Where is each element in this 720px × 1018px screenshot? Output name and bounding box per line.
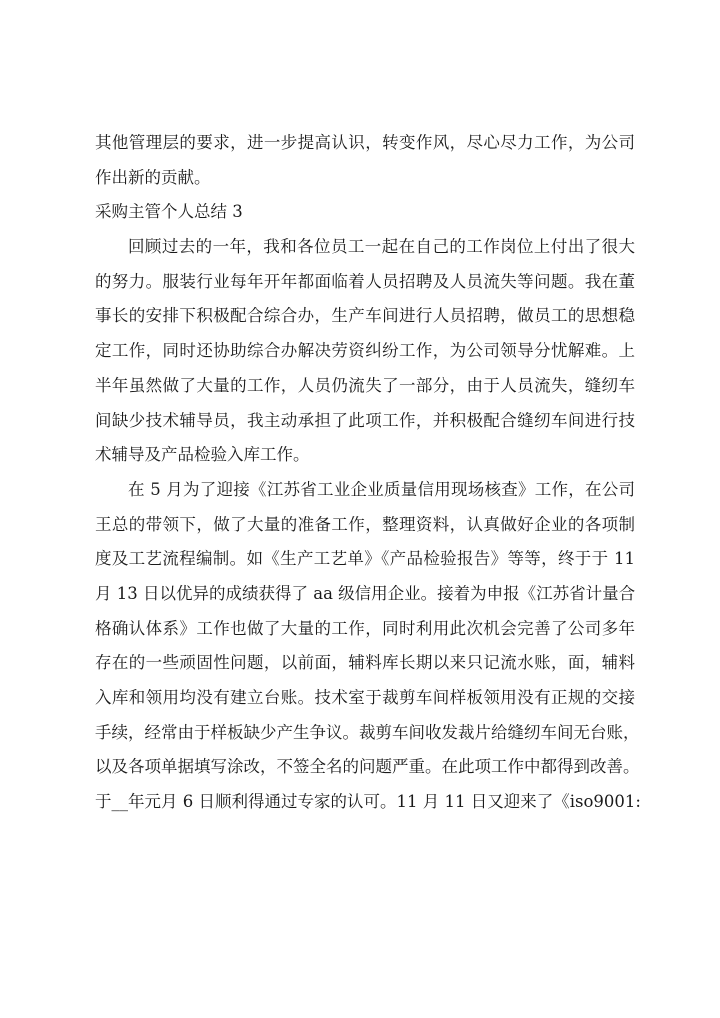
paragraph-line: 存在的一些顽固性问题，以前面，辅料库长期以来只记流水账，面，辅料 [95,653,635,673]
paragraph-line: 半年虽然做了大量的工作，人员仍流失了一部分，由于人员流失，缝纫车 [95,375,635,395]
paragraph-line: 事长的安排下积极配合综合办，生产车间进行人员招聘，做员工的思想稳 [95,306,635,326]
document-body [95,126,641,820]
paragraph-line: 手续，经常由于样板缺少产生争议。裁剪车间收发裁片给缝纫车间无台账， [95,722,640,742]
paragraph-line: 定工作，同时还协助综合办解决劳资纠纷工作，为公司领导分忧解难。上 [95,341,635,361]
paragraph-line: 其他管理层的要求，进一步提高认识，转变作风，尽心尽力工作，为公司 [95,133,635,152]
section-heading: 采购主管个人总结 3 [95,202,243,222]
paragraph-line: 术辅导及产品检验入库工作。 [95,445,310,465]
paragraph-line: 入库和领用均没有建立台账。技术室于裁剪车间样板领用没有正规的交接 [95,688,635,707]
paragraph-line: 月 13 日以优异的成绩获得了 aa 级信用企业。接着为申报《江苏省计量合 [95,583,636,603]
paragraph-line: 王总的带领下，做了大量的准备工作，整理资料，认真做好企业的各项制 [95,514,635,534]
paragraph-line: 作出新的贡献。 [95,167,211,187]
paragraph-line: 间缺少技术辅导员，我主动承担了此项工作，并积极配合缝纫车间进行技 [95,410,635,430]
paragraph-line: 在 5 月为了迎接《江苏省工业企业质量信用现场核查》工作，在公司 [128,479,635,499]
paragraph-line: 的努力。服装行业每年开年都面临着人员招聘及人员流失等问题。我在董 [95,271,635,291]
paragraph-line: 度及工艺流程编制。如《生产工艺单》《产品检验报告》等等，终于于 11 [95,549,635,569]
paragraph-line: 格确认体系》工作也做了大量的工作，同时利用此次机会完善了公司多年 [95,618,635,638]
paragraph-line: 于__年元月 6 日顺利得通过专家的认可。11 月 11 日又迎来了《iso9001: [95,792,641,812]
paragraph-line: 回顾过去的一年，我和各位员工一起在自己的工作岗位上付出了很大 [128,237,635,257]
paragraph-line: 以及各项单据填写涂改，不签全名的问题严重。在此项工作中都得到改善。 [95,757,640,777]
